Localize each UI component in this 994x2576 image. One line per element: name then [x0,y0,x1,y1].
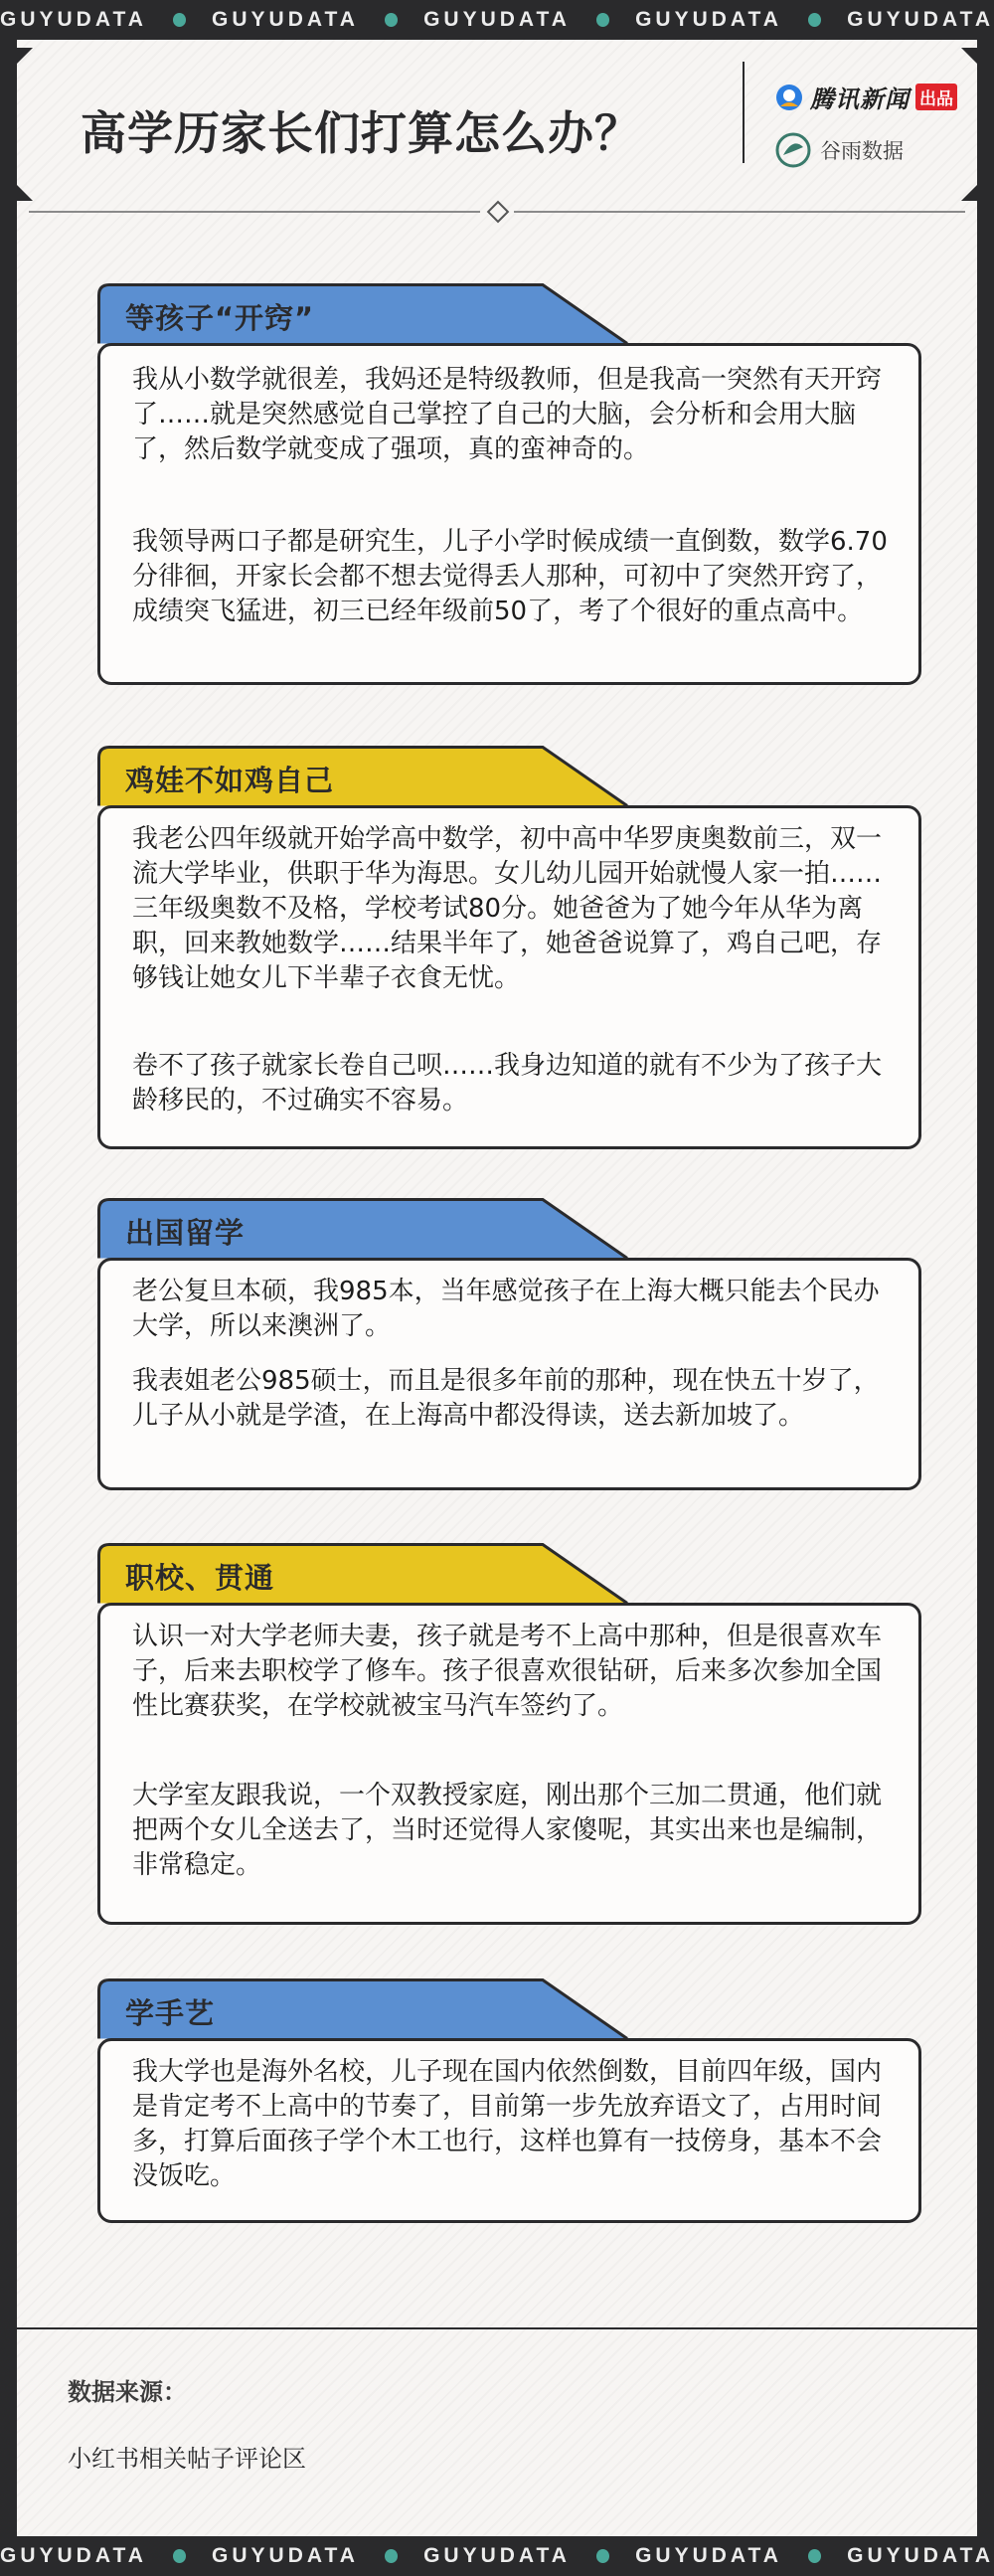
section-tab [97,1978,629,2040]
section-title: 学手艺 [125,1996,216,2030]
section-tab [97,746,629,807]
section-title: 出国留学 [125,1216,246,1250]
quote-paragraph: 我领导两口子都是研究生，儿子小学时候成绩一直倒数，数学6.70分徘徊，开家长会都不想去觉得丢人那种，可初中了突然开窍了，成绩突飞猛进，初三已经年级前50了，考了个很好的重点高中。 [132,527,888,626]
divider-line [514,211,965,213]
banner-text: GUYUDATA [847,8,994,31]
dot-icon [596,2549,609,2563]
quote-box [97,1603,921,1925]
bottom-banner [0,2536,994,2576]
quote-paragraph: 我从小数学就很差，我妈还是特级教师，但是我高一突然有天开窍了……就是突然感觉自己掌控了自己的大脑，会分析和会用大脑了，然后数学就变成了强项，真的蛮神奇的。 [132,365,883,464]
guyu-data-logo [774,131,904,169]
footer-divider [17,2327,977,2329]
corner-triangle-icon [961,185,977,201]
section-tab [97,283,629,345]
quote-paragraph: 卷不了孩子就家长卷自己呗……我身边知道的就有不少为了孩子大龄移民的，不过确实不容易。 [132,1051,883,1116]
source-value: 小红书相关帖子评论区 [68,2445,306,2473]
quote-box [97,2038,921,2223]
quote-paragraph: 大学室友跟我说，一个双教授家庭，刚出那个三加二贯通，他们就把两个女儿全送去了，当时还觉得人家傻呢，其实出来也是编制，非常稳定。 [132,1781,883,1880]
section-title: 职校、贯通 [125,1561,275,1595]
section-title: 等孩子“开窍” [125,301,315,335]
banner-text: GUYUDATA [0,2544,147,2567]
brand-tag: 出品 [915,84,957,110]
corner-triangle-icon [961,48,977,64]
banner-text: GUYUDATA [212,2544,359,2567]
banner-text: GUYUDATA [0,8,147,31]
divider-line [29,211,480,213]
tencent-news-logo [774,80,957,114]
dot-icon [385,2549,398,2563]
top-banner [0,0,994,40]
banner-text: GUYUDATA [847,2544,994,2567]
partner-name: 谷雨数据 [820,139,904,163]
dot-icon [173,13,186,27]
section-tab [97,1543,629,1605]
section-tab [97,1198,629,1260]
quote-paragraph: 认识一对大学老师夫妻，孩子就是考不上高中那种，但是很喜欢车子，后来去职校学了修车。孩子很喜欢很钻研，后来多次参加全国性比赛获奖，在学校就被宝马汽车签约了。 [132,1622,883,1721]
banner-text: GUYUDATA [423,8,571,31]
quote-paragraph: 我表姐老公985硕士，而且是很多年前的那种，现在快五十岁了，儿子从小就是学渣，在上海高中都没得读，送去新加坡了。 [132,1366,880,1431]
corner-triangle-icon [17,185,33,201]
page-title: 高学历家长们打算怎么办？ [81,106,641,160]
article-page [17,40,977,2536]
dot-icon [596,13,609,27]
dot-icon [173,2549,186,2563]
banner-text: GUYUDATA [635,8,782,31]
dot-icon [808,13,821,27]
dot-icon [385,13,398,27]
quote-box [97,1258,921,1490]
brand-name: 腾讯新闻 [810,86,910,113]
header-divider [743,62,745,163]
banner-text: GUYUDATA [212,8,359,31]
quote-paragraph: 我大学也是海外名校，儿子现在国内依然倒数，目前四年级，国内是肯定考不上高中的节奏了，目前第一步先放弃语文了，占用时间多，打算后面孩子学个木工也行，这样也算有一技傍身，基本不会没饭吃。 [132,2057,883,2191]
quote-box [97,343,921,685]
quote-paragraph: 我老公四年级就开始学高中数学，初中高中华罗庚奥数前三，双一流大学毕业，供职于华为海思。女儿幼儿园开始就慢人家一拍……三年级奥数不及格，学校考试80分。她爸爸为了她今年从华为离职，回来教她数学……结果半年了，她爸爸说算了，鸡自己吧，存够钱让她女儿下半辈子衣食无忧。 [132,824,883,993]
quote-paragraph: 老公复旦本硕，我985本，当年感觉孩子在上海大概只能去个民办大学，所以来澳洲了。 [132,1277,880,1341]
dot-icon [808,2549,821,2563]
diamond-icon [487,201,510,224]
tencent-news-icon [774,83,804,112]
guyu-leaf-icon [774,131,812,169]
banner-text: GUYUDATA [635,2544,782,2567]
banner-text: GUYUDATA [423,2544,571,2567]
source-label: 数据来源： [68,2378,187,2406]
quote-box [97,805,921,1149]
section-title: 鸡娃不如鸡自己 [125,764,335,797]
corner-triangle-icon [17,48,33,64]
